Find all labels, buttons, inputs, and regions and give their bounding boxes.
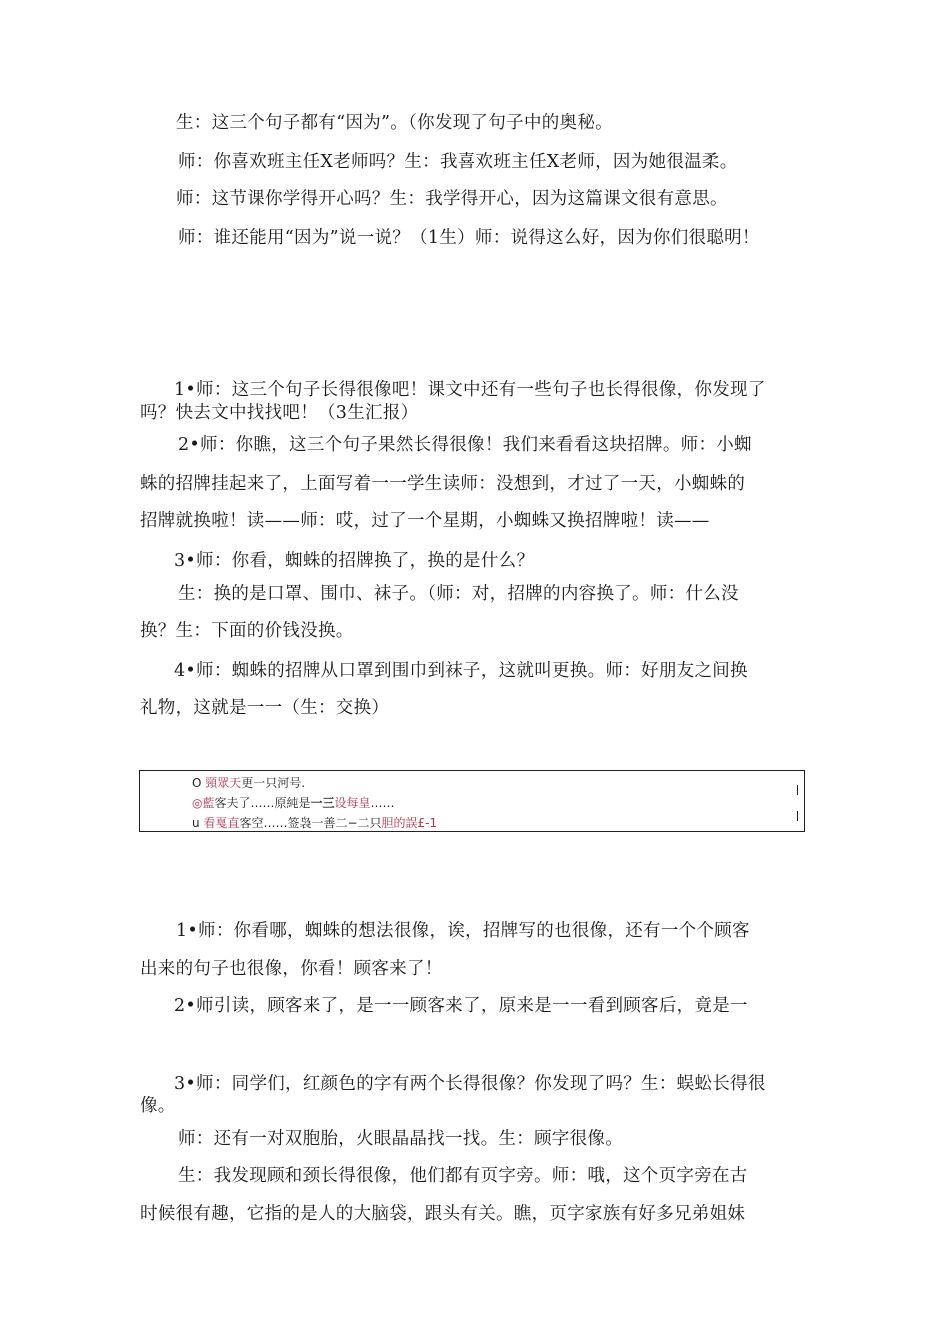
text-line: 4•师：蜘蛛的招牌从口罩到围巾到袜子，这就叫更换。师：好朋友之间换 [174,661,748,681]
text-line: 师：你喜欢班主任X老师吗？生：我喜欢班主任X老师，因为她很温柔。 [178,152,738,172]
highlight-text: 胆的誤£-1 [381,816,438,830]
row-text: 客空……签袅一善二−二只 [239,816,382,830]
text-line: 1•师：这三个句子长得很像吧！课文中还有一些句子也长得很像，你发现了 [174,380,766,400]
row-text-bold: 一三 [310,796,335,810]
text-line: 师：这节课你学得开心吗？生：我学得开心，因为这篇课文很有意思。 [176,189,728,209]
text-line: 师：还有一对双胞胎，火眼晶晶找一找。生：顾字很像。 [178,1129,623,1149]
text-line: 换？生：下面的价钱没换。 [140,621,354,641]
bullet-mark: O [192,776,206,790]
text-line: 生：换的是口罩、围巾、袜子。（师：对，招牌的内容换了。师：什么没 [178,584,739,604]
highlight-text: 设每皇 [334,796,371,810]
row-text: 更一只河号. [241,776,306,790]
signboard-row [192,815,437,831]
text-line: 3•师：同学们，红颜色的字有两个长得很像？你发现了吗？生：蜈蚣长得很 [174,1074,766,1094]
text-line: 师：谁还能用“因为”说一说？（1生）师：说得这么好，因为你们很聪明！ [178,228,760,248]
text-line: 2•师引读，顾客来了，是一一顾客来了，原来是一一看到顾客后，竟是一 [174,996,748,1016]
highlight-text: 看戛直 [203,816,240,830]
text-line: 像。 [140,1096,176,1116]
text-line: 吗？快去文中找找吧！（3生汇报） [140,403,419,423]
text-line: 蛛的招牌挂起来了，上面写着一一学生读师：没想到，才过了一天，小蜘蛛的 [140,474,746,494]
border-tick [797,785,798,795]
row-text: 客夫了……原純是 [214,796,311,810]
text-line: 出来的句子也很像，你看！顾客来了！ [140,959,443,979]
row-text: …… [370,796,395,810]
text-line: 2•师：你瞧，这三个句子果然长得很像！我们来看看这块招牌。师：小蜘 [178,435,752,455]
signboard-image-box [139,770,805,832]
border-tick [797,811,798,821]
signboard-row [192,795,395,811]
text-line: 1•师：你看哪，蜘蛛的想法很像，诶，招牌写的也很像，还有一个个顾客 [176,921,750,941]
highlight-text: 頸眾天 [205,776,242,790]
text-line: 生：我发现顾和颈长得很像，他们都有页字旁。师：哦，这个页字旁在古 [178,1166,748,1186]
signboard-row [192,775,305,791]
highlight-text: ◎藍 [192,796,215,810]
text-line: 礼物，这就是一一（生：交换） [140,698,390,718]
text-line: 时候很有趣，它指的是人的大脑袋，跟头有关。瞧，页字家族有好多兄弟姐妹 [140,1204,746,1224]
text-line: 生：这三个句子都有“因为”。（你发现了句子中的奥秘。 [176,113,613,133]
text-line: 3•师：你看，蜘蛛的招牌换了，换的是什么？ [174,551,535,571]
text-line: 招牌就换啦！读——师：哎，过了一个星期，小蜘蛛又换招牌啦！读—— [140,511,710,531]
bullet-mark: u [192,816,204,830]
